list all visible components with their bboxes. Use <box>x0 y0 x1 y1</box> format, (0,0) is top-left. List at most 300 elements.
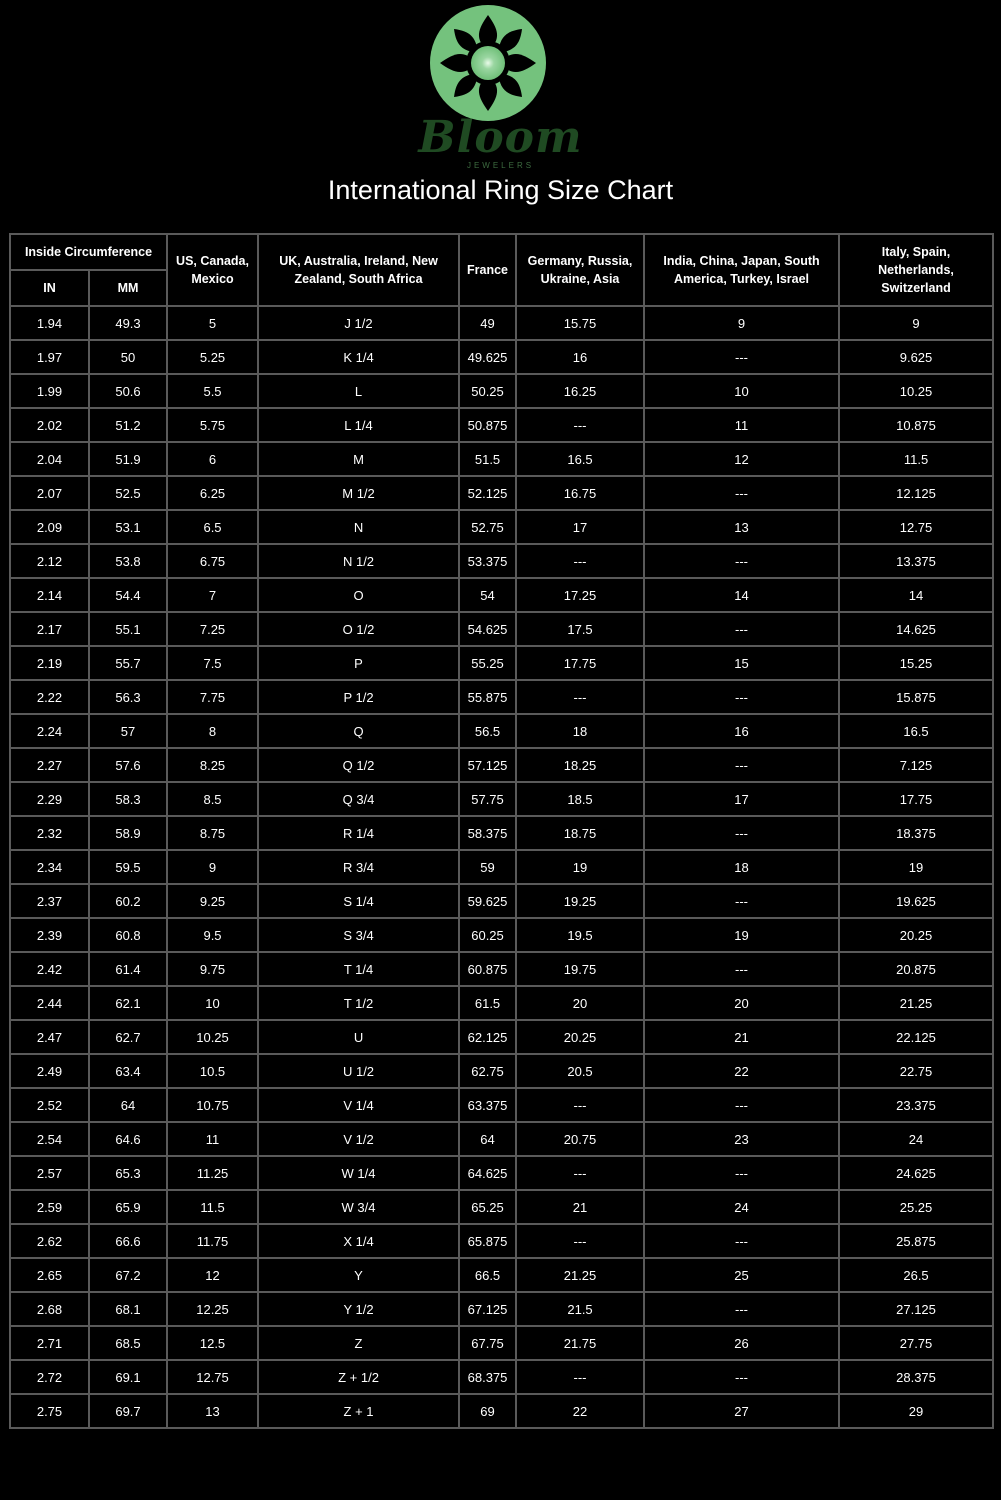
cell-in: 2.37 <box>10 884 89 918</box>
cell-germany: 16.75 <box>516 476 644 510</box>
cell-france: 52.75 <box>459 510 516 544</box>
cell-france: 57.75 <box>459 782 516 816</box>
cell-us: 8.75 <box>167 816 258 850</box>
table-row <box>10 340 993 374</box>
cell-uk: L <box>258 374 459 408</box>
table-row <box>10 850 993 884</box>
cell-india: --- <box>644 816 839 850</box>
cell-in: 2.42 <box>10 952 89 986</box>
cell-us: 12.25 <box>167 1292 258 1326</box>
header-us: US, Canada, Mexico <box>167 234 258 306</box>
cell-germany: 19.5 <box>516 918 644 952</box>
cell-us: 9.25 <box>167 884 258 918</box>
cell-us: 9.75 <box>167 952 258 986</box>
cell-us: 9 <box>167 850 258 884</box>
cell-france: 63.375 <box>459 1088 516 1122</box>
cell-us: 5.25 <box>167 340 258 374</box>
cell-italy: 10.875 <box>839 408 993 442</box>
cell-germany: 22 <box>516 1394 644 1428</box>
cell-germany: 17.75 <box>516 646 644 680</box>
cell-germany: --- <box>516 1360 644 1394</box>
cell-germany: 16.25 <box>516 374 644 408</box>
cell-mm: 61.4 <box>89 952 167 986</box>
table-row <box>10 1088 993 1122</box>
cell-germany: 16 <box>516 340 644 374</box>
cell-france: 56.5 <box>459 714 516 748</box>
cell-uk: T 1/4 <box>258 952 459 986</box>
cell-us: 11.25 <box>167 1156 258 1190</box>
cell-us: 8 <box>167 714 258 748</box>
lotus-flower-icon <box>428 3 548 123</box>
cell-mm: 68.5 <box>89 1326 167 1360</box>
cell-italy: 24.625 <box>839 1156 993 1190</box>
header-italy: Italy, Spain, Netherlands, Switzerland <box>839 234 993 306</box>
cell-in: 2.19 <box>10 646 89 680</box>
cell-france: 59.625 <box>459 884 516 918</box>
cell-in: 2.12 <box>10 544 89 578</box>
table-row <box>10 1054 993 1088</box>
table-row <box>10 408 993 442</box>
cell-mm: 53.1 <box>89 510 167 544</box>
cell-italy: 15.25 <box>839 646 993 680</box>
header-in: IN <box>10 270 89 306</box>
ring-size-table <box>9 233 994 1429</box>
cell-us: 10.25 <box>167 1020 258 1054</box>
cell-in: 2.54 <box>10 1122 89 1156</box>
cell-germany: 21.75 <box>516 1326 644 1360</box>
cell-us: 10.5 <box>167 1054 258 1088</box>
cell-us: 8.25 <box>167 748 258 782</box>
cell-uk: Z + 1 <box>258 1394 459 1428</box>
cell-germany: 18.75 <box>516 816 644 850</box>
cell-italy: 11.5 <box>839 442 993 476</box>
cell-us: 5 <box>167 306 258 340</box>
cell-uk: O <box>258 578 459 612</box>
cell-mm: 62.1 <box>89 986 167 1020</box>
table-row <box>10 1326 993 1360</box>
table-row <box>10 1360 993 1394</box>
table-row <box>10 1258 993 1292</box>
cell-mm: 58.9 <box>89 816 167 850</box>
cell-in: 2.27 <box>10 748 89 782</box>
header-india: India, China, Japan, South America, Turkey, Israel <box>644 234 839 306</box>
cell-in: 2.07 <box>10 476 89 510</box>
cell-italy: 18.375 <box>839 816 993 850</box>
cell-in: 2.47 <box>10 1020 89 1054</box>
cell-in: 2.34 <box>10 850 89 884</box>
cell-us: 10.75 <box>167 1088 258 1122</box>
cell-in: 2.09 <box>10 510 89 544</box>
cell-mm: 54.4 <box>89 578 167 612</box>
cell-france: 69 <box>459 1394 516 1428</box>
table-row <box>10 918 993 952</box>
cell-mm: 62.7 <box>89 1020 167 1054</box>
cell-us: 7 <box>167 578 258 612</box>
cell-france: 65.875 <box>459 1224 516 1258</box>
cell-us: 10 <box>167 986 258 1020</box>
cell-india: 9 <box>644 306 839 340</box>
cell-germany: 21.25 <box>516 1258 644 1292</box>
cell-france: 68.375 <box>459 1360 516 1394</box>
cell-france: 60.25 <box>459 918 516 952</box>
cell-us: 5.75 <box>167 408 258 442</box>
cell-us: 11.5 <box>167 1190 258 1224</box>
cell-france: 59 <box>459 850 516 884</box>
cell-uk: V 1/2 <box>258 1122 459 1156</box>
table-row <box>10 952 993 986</box>
cell-italy: 22.75 <box>839 1054 993 1088</box>
cell-italy: 13.375 <box>839 544 993 578</box>
header-uk: UK, Australia, Ireland, New Zealand, South Africa <box>258 234 459 306</box>
cell-india: --- <box>644 544 839 578</box>
cell-india: --- <box>644 340 839 374</box>
table-row <box>10 884 993 918</box>
cell-uk: V 1/4 <box>258 1088 459 1122</box>
cell-in: 2.02 <box>10 408 89 442</box>
cell-france: 67.125 <box>459 1292 516 1326</box>
cell-germany: 21 <box>516 1190 644 1224</box>
cell-india: 23 <box>644 1122 839 1156</box>
cell-mm: 50.6 <box>89 374 167 408</box>
cell-in: 2.39 <box>10 918 89 952</box>
cell-france: 61.5 <box>459 986 516 1020</box>
brand-name: Bloom <box>418 112 583 163</box>
cell-india: --- <box>644 1292 839 1326</box>
cell-uk: L 1/4 <box>258 408 459 442</box>
header-inside-circumference: Inside Circumference <box>10 234 167 270</box>
cell-uk: R 3/4 <box>258 850 459 884</box>
cell-germany: 17.5 <box>516 612 644 646</box>
table-row <box>10 1020 993 1054</box>
cell-uk: M 1/2 <box>258 476 459 510</box>
cell-italy: 16.5 <box>839 714 993 748</box>
cell-italy: 29 <box>839 1394 993 1428</box>
cell-uk: X 1/4 <box>258 1224 459 1258</box>
table-row <box>10 816 993 850</box>
cell-mm: 51.9 <box>89 442 167 476</box>
table-body <box>10 306 993 1428</box>
cell-india: 24 <box>644 1190 839 1224</box>
cell-italy: 15.875 <box>839 680 993 714</box>
page-title: International Ring Size Chart <box>327 175 674 205</box>
cell-mm: 60.2 <box>89 884 167 918</box>
cell-france: 50.875 <box>459 408 516 442</box>
cell-us: 11.75 <box>167 1224 258 1258</box>
cell-mm: 64 <box>89 1088 167 1122</box>
cell-in: 2.59 <box>10 1190 89 1224</box>
cell-italy: 19.625 <box>839 884 993 918</box>
cell-mm: 57.6 <box>89 748 167 782</box>
cell-india: 11 <box>644 408 839 442</box>
cell-in: 2.29 <box>10 782 89 816</box>
cell-india: 27 <box>644 1394 839 1428</box>
cell-france: 55.25 <box>459 646 516 680</box>
cell-in: 2.49 <box>10 1054 89 1088</box>
cell-italy: 27.75 <box>839 1326 993 1360</box>
cell-france: 64 <box>459 1122 516 1156</box>
cell-india: --- <box>644 884 839 918</box>
cell-germany: --- <box>516 1156 644 1190</box>
table-row <box>10 578 993 612</box>
cell-germany: --- <box>516 1088 644 1122</box>
cell-germany: --- <box>516 408 644 442</box>
cell-india: 14 <box>644 578 839 612</box>
cell-in: 2.24 <box>10 714 89 748</box>
header-mm: MM <box>89 270 167 306</box>
cell-mm: 66.6 <box>89 1224 167 1258</box>
cell-in: 2.22 <box>10 680 89 714</box>
table-row <box>10 646 993 680</box>
cell-india: 20 <box>644 986 839 1020</box>
cell-in: 2.14 <box>10 578 89 612</box>
cell-germany: 18.5 <box>516 782 644 816</box>
cell-germany: 19 <box>516 850 644 884</box>
cell-germany: 20.5 <box>516 1054 644 1088</box>
table-row <box>10 748 993 782</box>
cell-in: 1.97 <box>10 340 89 374</box>
cell-mm: 64.6 <box>89 1122 167 1156</box>
cell-germany: 19.25 <box>516 884 644 918</box>
cell-france: 54 <box>459 578 516 612</box>
table-row <box>10 1394 993 1428</box>
cell-india: 25 <box>644 1258 839 1292</box>
cell-uk: Q 1/2 <box>258 748 459 782</box>
cell-france: 64.625 <box>459 1156 516 1190</box>
cell-italy: 7.125 <box>839 748 993 782</box>
cell-italy: 21.25 <box>839 986 993 1020</box>
cell-india: 15 <box>644 646 839 680</box>
cell-italy: 9 <box>839 306 993 340</box>
cell-india: 16 <box>644 714 839 748</box>
cell-germany: --- <box>516 544 644 578</box>
cell-india: --- <box>644 476 839 510</box>
cell-us: 7.75 <box>167 680 258 714</box>
table-row <box>10 544 993 578</box>
cell-us: 6.75 <box>167 544 258 578</box>
table-row <box>10 510 993 544</box>
header-germany: Germany, Russia, Ukraine, Asia <box>516 234 644 306</box>
cell-india: 17 <box>644 782 839 816</box>
table-row <box>10 1190 993 1224</box>
table-row <box>10 442 993 476</box>
cell-uk: P <box>258 646 459 680</box>
cell-mm: 53.8 <box>89 544 167 578</box>
cell-italy: 9.625 <box>839 340 993 374</box>
table-row <box>10 714 993 748</box>
cell-uk: W 1/4 <box>258 1156 459 1190</box>
cell-mm: 51.2 <box>89 408 167 442</box>
cell-germany: 21.5 <box>516 1292 644 1326</box>
cell-germany: 16.5 <box>516 442 644 476</box>
cell-india: --- <box>644 748 839 782</box>
brand-subtitle: JEWELERS <box>466 161 535 170</box>
cell-mm: 60.8 <box>89 918 167 952</box>
cell-uk: J 1/2 <box>258 306 459 340</box>
cell-in: 2.65 <box>10 1258 89 1292</box>
cell-india: --- <box>644 1224 839 1258</box>
cell-uk: S 1/4 <box>258 884 459 918</box>
cell-india: --- <box>644 1360 839 1394</box>
cell-us: 12.75 <box>167 1360 258 1394</box>
cell-italy: 24 <box>839 1122 993 1156</box>
cell-us: 7.25 <box>167 612 258 646</box>
cell-us: 7.5 <box>167 646 258 680</box>
cell-italy: 19 <box>839 850 993 884</box>
cell-india: --- <box>644 952 839 986</box>
cell-india: --- <box>644 1088 839 1122</box>
header-france: France <box>459 234 516 306</box>
cell-france: 50.25 <box>459 374 516 408</box>
table-row <box>10 986 993 1020</box>
cell-france: 49 <box>459 306 516 340</box>
cell-uk: N 1/2 <box>258 544 459 578</box>
cell-italy: 12.125 <box>839 476 993 510</box>
cell-india: --- <box>644 680 839 714</box>
cell-in: 2.75 <box>10 1394 89 1428</box>
cell-in: 2.52 <box>10 1088 89 1122</box>
table-row <box>10 1156 993 1190</box>
cell-us: 6.25 <box>167 476 258 510</box>
cell-in: 2.72 <box>10 1360 89 1394</box>
cell-italy: 27.125 <box>839 1292 993 1326</box>
cell-italy: 20.875 <box>839 952 993 986</box>
cell-germany: 15.75 <box>516 306 644 340</box>
cell-mm: 69.1 <box>89 1360 167 1394</box>
cell-uk: M <box>258 442 459 476</box>
cell-italy: 14.625 <box>839 612 993 646</box>
cell-mm: 57 <box>89 714 167 748</box>
cell-italy: 26.5 <box>839 1258 993 1292</box>
cell-france: 58.375 <box>459 816 516 850</box>
cell-france: 57.125 <box>459 748 516 782</box>
cell-uk: W 3/4 <box>258 1190 459 1224</box>
cell-in: 2.44 <box>10 986 89 1020</box>
cell-uk: Z <box>258 1326 459 1360</box>
cell-us: 8.5 <box>167 782 258 816</box>
cell-in: 2.17 <box>10 612 89 646</box>
cell-uk: S 3/4 <box>258 918 459 952</box>
cell-mm: 56.3 <box>89 680 167 714</box>
cell-italy: 10.25 <box>839 374 993 408</box>
table-row <box>10 612 993 646</box>
cell-france: 65.25 <box>459 1190 516 1224</box>
cell-uk: N <box>258 510 459 544</box>
cell-mm: 65.9 <box>89 1190 167 1224</box>
header <box>0 0 1001 205</box>
cell-india: 26 <box>644 1326 839 1360</box>
cell-italy: 22.125 <box>839 1020 993 1054</box>
cell-italy: 17.75 <box>839 782 993 816</box>
cell-india: 12 <box>644 442 839 476</box>
cell-india: 22 <box>644 1054 839 1088</box>
table-row <box>10 680 993 714</box>
cell-france: 52.125 <box>459 476 516 510</box>
cell-germany: 17 <box>516 510 644 544</box>
cell-mm: 59.5 <box>89 850 167 884</box>
cell-uk: Q <box>258 714 459 748</box>
cell-us: 9.5 <box>167 918 258 952</box>
cell-in: 2.32 <box>10 816 89 850</box>
cell-italy: 25.875 <box>839 1224 993 1258</box>
cell-germany: --- <box>516 1224 644 1258</box>
cell-in: 1.99 <box>10 374 89 408</box>
cell-mm: 49.3 <box>89 306 167 340</box>
cell-uk: U <box>258 1020 459 1054</box>
table-header <box>10 234 993 306</box>
cell-uk: O 1/2 <box>258 612 459 646</box>
table-row <box>10 476 993 510</box>
cell-uk: Y <box>258 1258 459 1292</box>
cell-mm: 63.4 <box>89 1054 167 1088</box>
cell-france: 66.5 <box>459 1258 516 1292</box>
cell-france: 53.375 <box>459 544 516 578</box>
cell-france: 67.75 <box>459 1326 516 1360</box>
cell-mm: 65.3 <box>89 1156 167 1190</box>
cell-in: 2.71 <box>10 1326 89 1360</box>
cell-germany: 20.75 <box>516 1122 644 1156</box>
cell-india: 18 <box>644 850 839 884</box>
cell-uk: P 1/2 <box>258 680 459 714</box>
cell-france: 62.125 <box>459 1020 516 1054</box>
cell-germany: 20 <box>516 986 644 1020</box>
cell-germany: 17.25 <box>516 578 644 612</box>
cell-mm: 55.1 <box>89 612 167 646</box>
cell-us: 6 <box>167 442 258 476</box>
table-row <box>10 1292 993 1326</box>
cell-india: 13 <box>644 510 839 544</box>
cell-us: 12.5 <box>167 1326 258 1360</box>
cell-mm: 50 <box>89 340 167 374</box>
cell-france: 49.625 <box>459 340 516 374</box>
cell-france: 54.625 <box>459 612 516 646</box>
cell-uk: R 1/4 <box>258 816 459 850</box>
cell-germany: 19.75 <box>516 952 644 986</box>
table-row <box>10 1122 993 1156</box>
cell-us: 5.5 <box>167 374 258 408</box>
cell-india: --- <box>644 612 839 646</box>
cell-mm: 55.7 <box>89 646 167 680</box>
cell-uk: Q 3/4 <box>258 782 459 816</box>
cell-india: 10 <box>644 374 839 408</box>
cell-mm: 69.7 <box>89 1394 167 1428</box>
cell-france: 51.5 <box>459 442 516 476</box>
cell-in: 2.68 <box>10 1292 89 1326</box>
table-row <box>10 374 993 408</box>
cell-mm: 67.2 <box>89 1258 167 1292</box>
cell-india: --- <box>644 1156 839 1190</box>
cell-us: 12 <box>167 1258 258 1292</box>
cell-india: 21 <box>644 1020 839 1054</box>
cell-germany: 18 <box>516 714 644 748</box>
cell-germany: 18.25 <box>516 748 644 782</box>
cell-france: 60.875 <box>459 952 516 986</box>
cell-in: 2.04 <box>10 442 89 476</box>
cell-us: 11 <box>167 1122 258 1156</box>
cell-uk: K 1/4 <box>258 340 459 374</box>
cell-france: 62.75 <box>459 1054 516 1088</box>
cell-in: 1.94 <box>10 306 89 340</box>
cell-us: 6.5 <box>167 510 258 544</box>
cell-mm: 52.5 <box>89 476 167 510</box>
cell-us: 13 <box>167 1394 258 1428</box>
cell-italy: 14 <box>839 578 993 612</box>
cell-uk: Y 1/2 <box>258 1292 459 1326</box>
cell-italy: 28.375 <box>839 1360 993 1394</box>
cell-india: 19 <box>644 918 839 952</box>
cell-mm: 68.1 <box>89 1292 167 1326</box>
cell-in: 2.62 <box>10 1224 89 1258</box>
cell-italy: 20.25 <box>839 918 993 952</box>
